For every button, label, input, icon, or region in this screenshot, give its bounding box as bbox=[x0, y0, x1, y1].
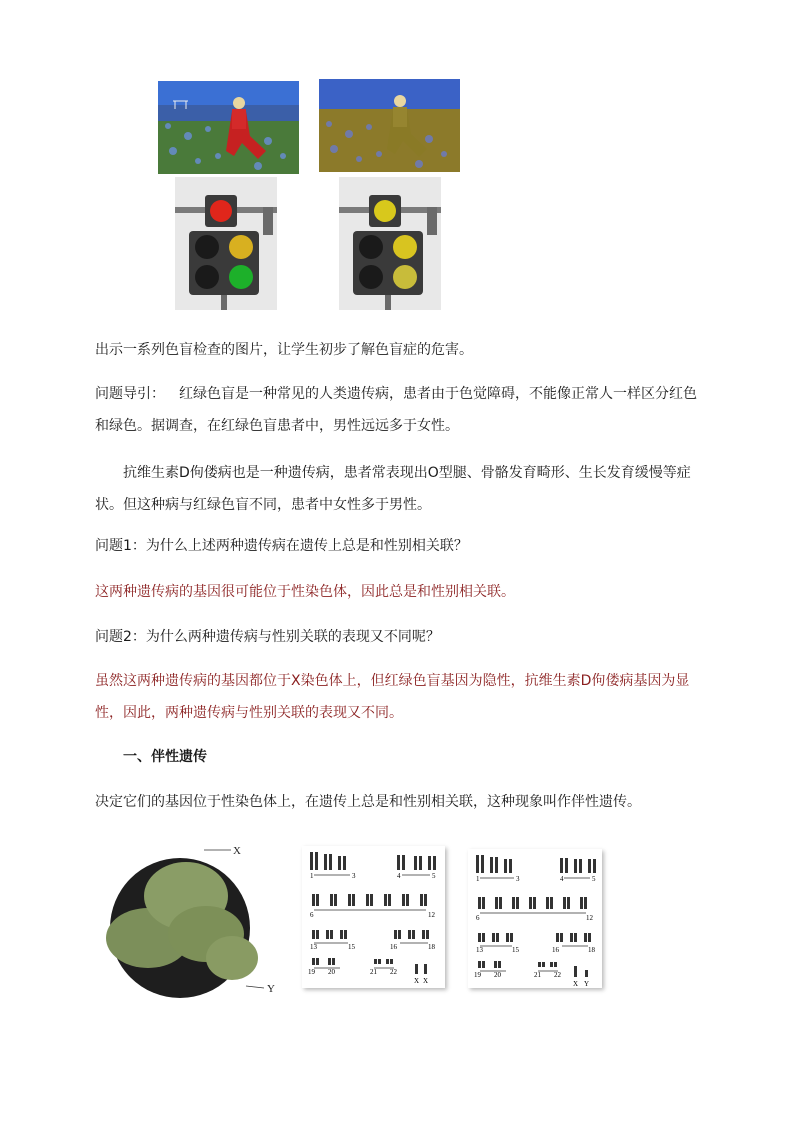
karyotype-female-label: 19 bbox=[308, 968, 315, 976]
karyotype-female-image bbox=[302, 846, 445, 988]
karyotype-male-label: 3 bbox=[516, 875, 520, 883]
karyotype-male-label: 13 bbox=[476, 946, 483, 954]
karyotype-female-label: 3 bbox=[352, 872, 356, 880]
karyotype-male-label: 18 bbox=[588, 946, 595, 954]
karyotype-female-label: 15 bbox=[348, 943, 355, 951]
question-1: 问题1：为什么上述两种遗传病在遗传上总是和性别相关联？ bbox=[95, 538, 468, 554]
xy-chromosome-image bbox=[96, 838, 280, 998]
karyotype-female-label: X bbox=[423, 977, 429, 985]
karyotype-female-label: 21 bbox=[370, 968, 377, 976]
karyotype-female-label: 4 bbox=[397, 872, 401, 880]
question-guide-body: 红绿色盲是一种常见的人类遗传病，患者由于色觉障碍，不能像正常人一样区分红色和绿色。据调查，在红绿色盲患者中，男性远远多于女性。 bbox=[95, 386, 697, 434]
answer-2: 虽然这两种遗传病的基因都位于X染色体上，但红绿色盲基因为隐性，抗维生素D佝偻病基因为显性，因此，两种遗传病与性别关联的表现又不同。 bbox=[95, 673, 690, 721]
karyotype-male-label: Y bbox=[584, 980, 590, 988]
intro-paragraph: 出示一系列色盲检查的图片，让学生初步了解色盲症的危害。 bbox=[95, 342, 473, 358]
karyotype-male-label: 1 bbox=[476, 875, 480, 883]
question-guide-lead: 问题导引： bbox=[95, 386, 165, 402]
karyotype-male-label: 22 bbox=[554, 971, 561, 979]
karyotype-male-label: X bbox=[573, 980, 579, 988]
karyotype-female-label: 22 bbox=[390, 968, 397, 976]
karyotype-male-label: 21 bbox=[534, 971, 541, 979]
karyotype-female-label: 16 bbox=[390, 943, 397, 951]
answer-1: 这两种遗传病的基因很可能位于性染色体，因此总是和性别相关联。 bbox=[95, 584, 515, 600]
karyotype-male-label: 5 bbox=[592, 875, 596, 883]
woman-in-flower-field-colorblind-image bbox=[319, 79, 460, 172]
woman-in-flower-field-image bbox=[158, 81, 299, 174]
karyotype-female-label: 13 bbox=[310, 943, 317, 951]
karyotype-female-label: 12 bbox=[428, 911, 435, 919]
karyotype-female-label: 20 bbox=[328, 968, 335, 976]
definition-paragraph: 决定它们的基因位于性染色体上，在遗传上总是和性别相关联，这种现象叫作伴性遗传。 bbox=[95, 794, 641, 810]
karyotype-male-label: 6 bbox=[476, 914, 480, 922]
rickets-paragraph: 抗维生素D佝偻病也是一种遗传病，患者常表现出O型腿、骨骼发育畸形、生长发育缓慢等症状。但这种病与红绿色盲不同，患者中女性多于男性。 bbox=[95, 465, 691, 513]
karyotype-male-label: 20 bbox=[494, 971, 501, 979]
karyotype-female-label: 1 bbox=[310, 872, 314, 880]
karyotype-male-label: 4 bbox=[560, 875, 564, 883]
section-title: 一、伴性遗传 bbox=[123, 749, 207, 765]
question-guide-paragraph bbox=[95, 378, 705, 442]
karyotype-male-label: 19 bbox=[474, 971, 481, 979]
karyotype-female-label: 6 bbox=[310, 911, 314, 919]
karyotype-male-label: 12 bbox=[586, 914, 593, 922]
karyotype-female-label: 5 bbox=[432, 872, 436, 880]
question-2: 问题2：为什么两种遗传病与性别关联的表现又不同呢？ bbox=[95, 629, 440, 645]
karyotype-female-label: 18 bbox=[428, 943, 435, 951]
traffic-light-colorblind-image bbox=[339, 177, 441, 310]
karyotype-male-image bbox=[468, 849, 602, 988]
chromosome-label-y: Y bbox=[267, 983, 275, 995]
traffic-light-image bbox=[175, 177, 277, 310]
karyotype-male-label: 15 bbox=[512, 946, 519, 954]
karyotype-male-label: 16 bbox=[552, 946, 559, 954]
chromosome-label-x: X bbox=[233, 845, 241, 857]
karyotype-female-label: X bbox=[414, 977, 420, 985]
